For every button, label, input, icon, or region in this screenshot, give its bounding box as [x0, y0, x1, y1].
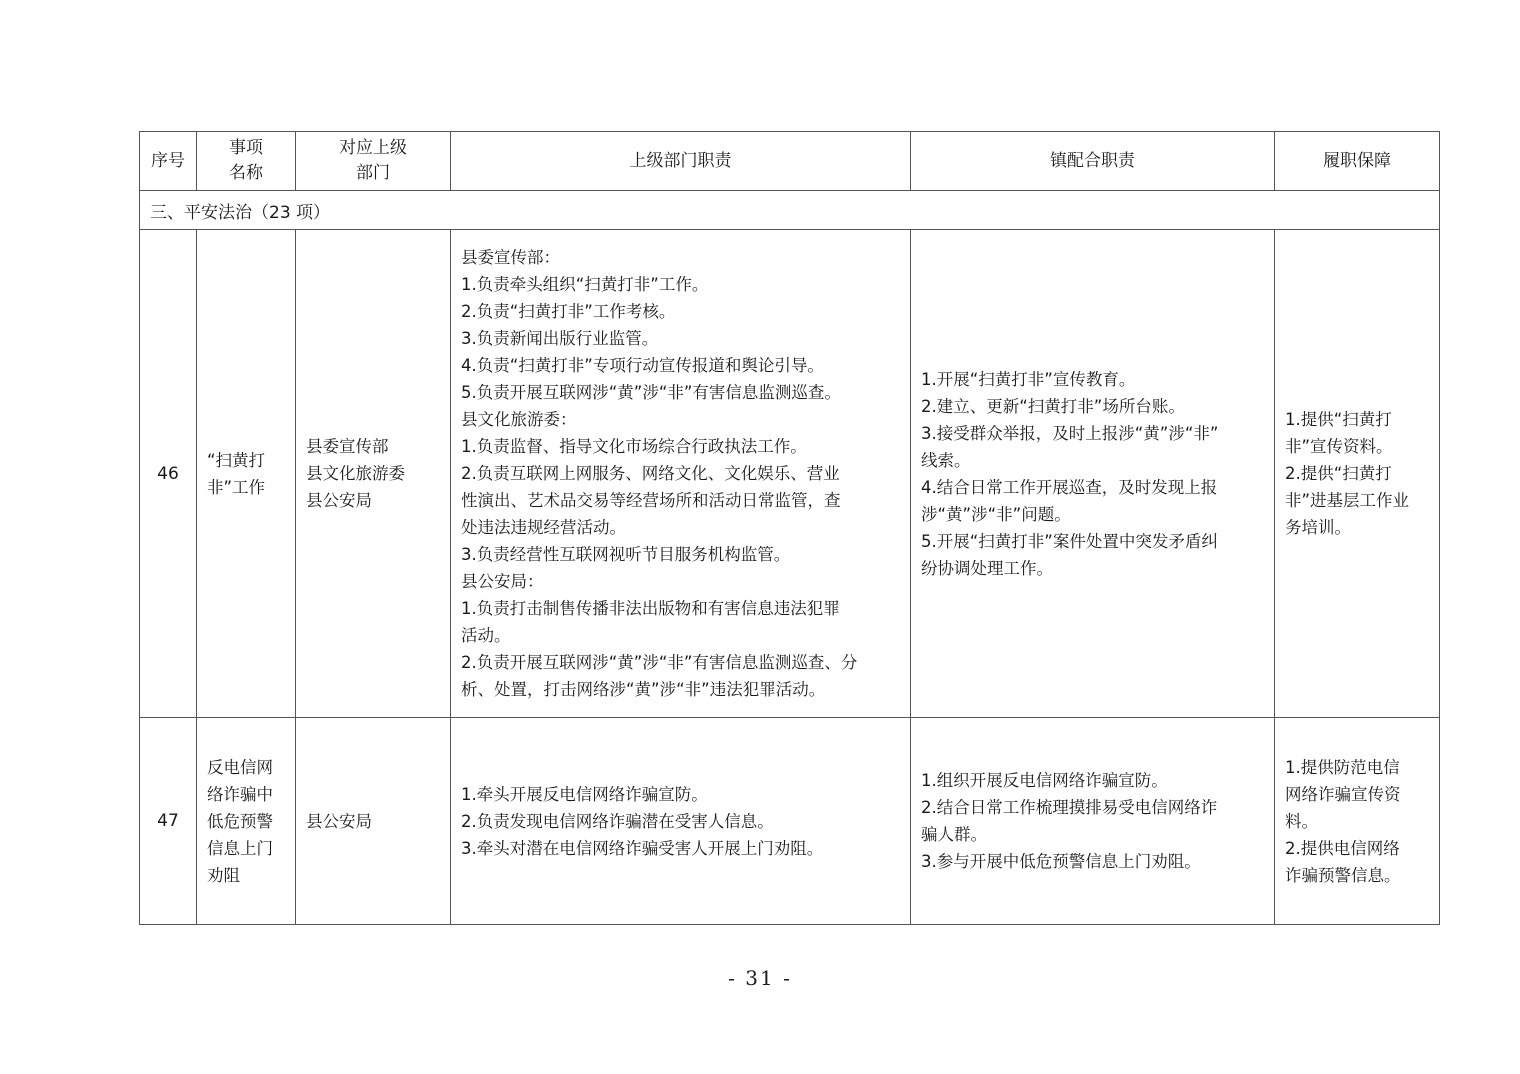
duty-table	[139, 131, 1440, 925]
row-upper-dept	[296, 230, 451, 718]
header-upper-dept	[296, 132, 451, 191]
dept-line: 县委宣传部	[306, 437, 389, 456]
dept-line: 县公安局	[306, 811, 372, 831]
page-number: - 31 -	[728, 966, 792, 990]
header-guarantee: 履职保障	[1275, 132, 1440, 191]
guarantee-line: 诈骗预警信息。	[1285, 865, 1401, 885]
header-item-name-line: 名称	[229, 163, 263, 183]
duty-line: 2.负责“扫黄打非”工作考核。	[461, 302, 676, 321]
item-name-line: 低危预警	[207, 811, 273, 831]
guarantee-line: 2.提供电信网络	[1285, 838, 1400, 858]
town-duty-line: 5.开展“扫黄打非”案件处置中突发矛盾纠	[921, 531, 1218, 551]
row-town-duty	[911, 230, 1275, 718]
town-duty-line: 1.组织开展反电信网络诈骗宣防。	[921, 771, 1168, 790]
row-town-duty	[911, 718, 1275, 925]
header-town-duty: 镇配合职责	[911, 132, 1275, 191]
row-seq: 47	[140, 718, 197, 925]
duty-line: 2.负责开展互联网涉“黄”涉“非”有害信息监测巡查、分	[461, 653, 858, 672]
town-duty-line: 3.参与开展中低危预警信息上门劝阻。	[921, 852, 1201, 871]
item-name-line: 络诈骗中	[207, 784, 273, 804]
guarantee-line: 2.提供“扫黄打	[1285, 464, 1392, 483]
dept-line: 县公安局	[306, 491, 372, 510]
town-duty-line: 线索。	[921, 450, 971, 470]
header-upper-dept-line: 部门	[356, 163, 390, 183]
section-title: 三、平安法治（23 项）	[140, 191, 1440, 230]
dept-line: 县文化旅游委	[306, 464, 405, 483]
row-upper-dept	[296, 718, 451, 925]
header-item-name-line: 事项	[229, 138, 263, 158]
duty-line: 处违法违规经营活动。	[461, 518, 626, 537]
row-item-name	[197, 230, 296, 718]
table-row	[140, 718, 1440, 925]
duty-line: 1.负责牵头组织“扫黄打非”工作。	[461, 275, 709, 294]
duty-line: 县委宣传部：	[461, 248, 560, 267]
table-row	[140, 230, 1440, 718]
header-row	[140, 132, 1440, 191]
duty-line: 2.负责互联网上网服务、网络文化、文化娱乐、营业	[461, 464, 840, 483]
row-seq: 46	[140, 230, 197, 718]
header-upper-duty: 上级部门职责	[451, 132, 911, 191]
town-duty-line: 纷协调处理工作。	[921, 558, 1053, 578]
duty-line: 3.牵头对潜在电信网络诈骗受害人开展上门劝阻。	[461, 838, 824, 858]
town-duty-line: 涉“黄”涉“非”问题。	[921, 504, 1071, 524]
town-duty-line: 1.开展“扫黄打非”宣传教育。	[921, 369, 1136, 389]
duty-line: 1.牵头开展反电信网络诈骗宣防。	[461, 784, 708, 804]
duty-line: 2.负责发现电信网络诈骗潜在受害人信息。	[461, 811, 774, 831]
header-upper-dept-line: 对应上级	[339, 138, 407, 158]
town-duty-line: 3.接受群众举报，及时上报涉“黄”涉“非”	[921, 423, 1219, 443]
guarantee-line: 网络诈骗宣传资	[1285, 784, 1401, 804]
row-upper-duty	[451, 230, 911, 718]
row-guarantee	[1275, 718, 1440, 925]
item-name-line: 劝阻	[207, 865, 240, 885]
guarantee-line: 料。	[1285, 811, 1318, 831]
duty-line: 1.负责打击制售传播非法出版物和有害信息违法犯罪	[461, 599, 840, 618]
duty-line: 县文化旅游委：	[461, 410, 577, 429]
row-upper-duty	[451, 718, 911, 925]
duty-line: 1.负责监督、指导文化市场综合行政执法工作。	[461, 437, 807, 456]
row-item-name	[197, 718, 296, 925]
duty-line: 4.负责“扫黄打非”专项行动宣传报道和舆论引导。	[461, 356, 824, 375]
guarantee-line: 非”宣传资料。	[1285, 437, 1393, 456]
guarantee-line: 非”进基层工作业	[1285, 491, 1410, 510]
town-duty-line: 骗人群。	[921, 825, 987, 844]
guarantee-line: 务培训。	[1285, 518, 1351, 537]
header-seq: 序号	[140, 132, 197, 191]
duty-line: 活动。	[461, 626, 511, 645]
guarantee-line: 1.提供“扫黄打	[1285, 410, 1392, 429]
header-item-name	[197, 132, 296, 191]
town-duty-line: 4.结合日常工作开展巡查，及时发现上报	[921, 477, 1218, 497]
duty-line: 析、处置，打击网络涉“黄”涉“非”违法犯罪活动。	[461, 680, 826, 699]
duty-line: 县公安局：	[461, 572, 544, 591]
item-name-line: 信息上门	[207, 838, 273, 858]
duty-line: 3.负责新闻出版行业监管。	[461, 329, 659, 348]
row-guarantee	[1275, 230, 1440, 718]
section-row	[140, 191, 1440, 230]
town-duty-line: 2.建立、更新“扫黄打非”场所台账。	[921, 396, 1185, 416]
guarantee-line: 1.提供防范电信	[1285, 757, 1400, 777]
town-duty-line: 2.结合日常工作梳理摸排易受电信网络诈	[921, 798, 1218, 817]
item-name-line: 反电信网	[207, 757, 273, 777]
duty-line: 性演出、艺术品交易等经营场所和活动日常监管，查	[461, 491, 841, 510]
duty-line: 3.负责经营性互联网视听节目服务机构监管。	[461, 545, 791, 564]
item-name-line: 非”工作	[207, 477, 266, 497]
duty-line: 5.负责开展互联网涉“黄”涉“非”有害信息监测巡查。	[461, 383, 841, 402]
item-name-line: “扫黄打	[207, 450, 266, 470]
